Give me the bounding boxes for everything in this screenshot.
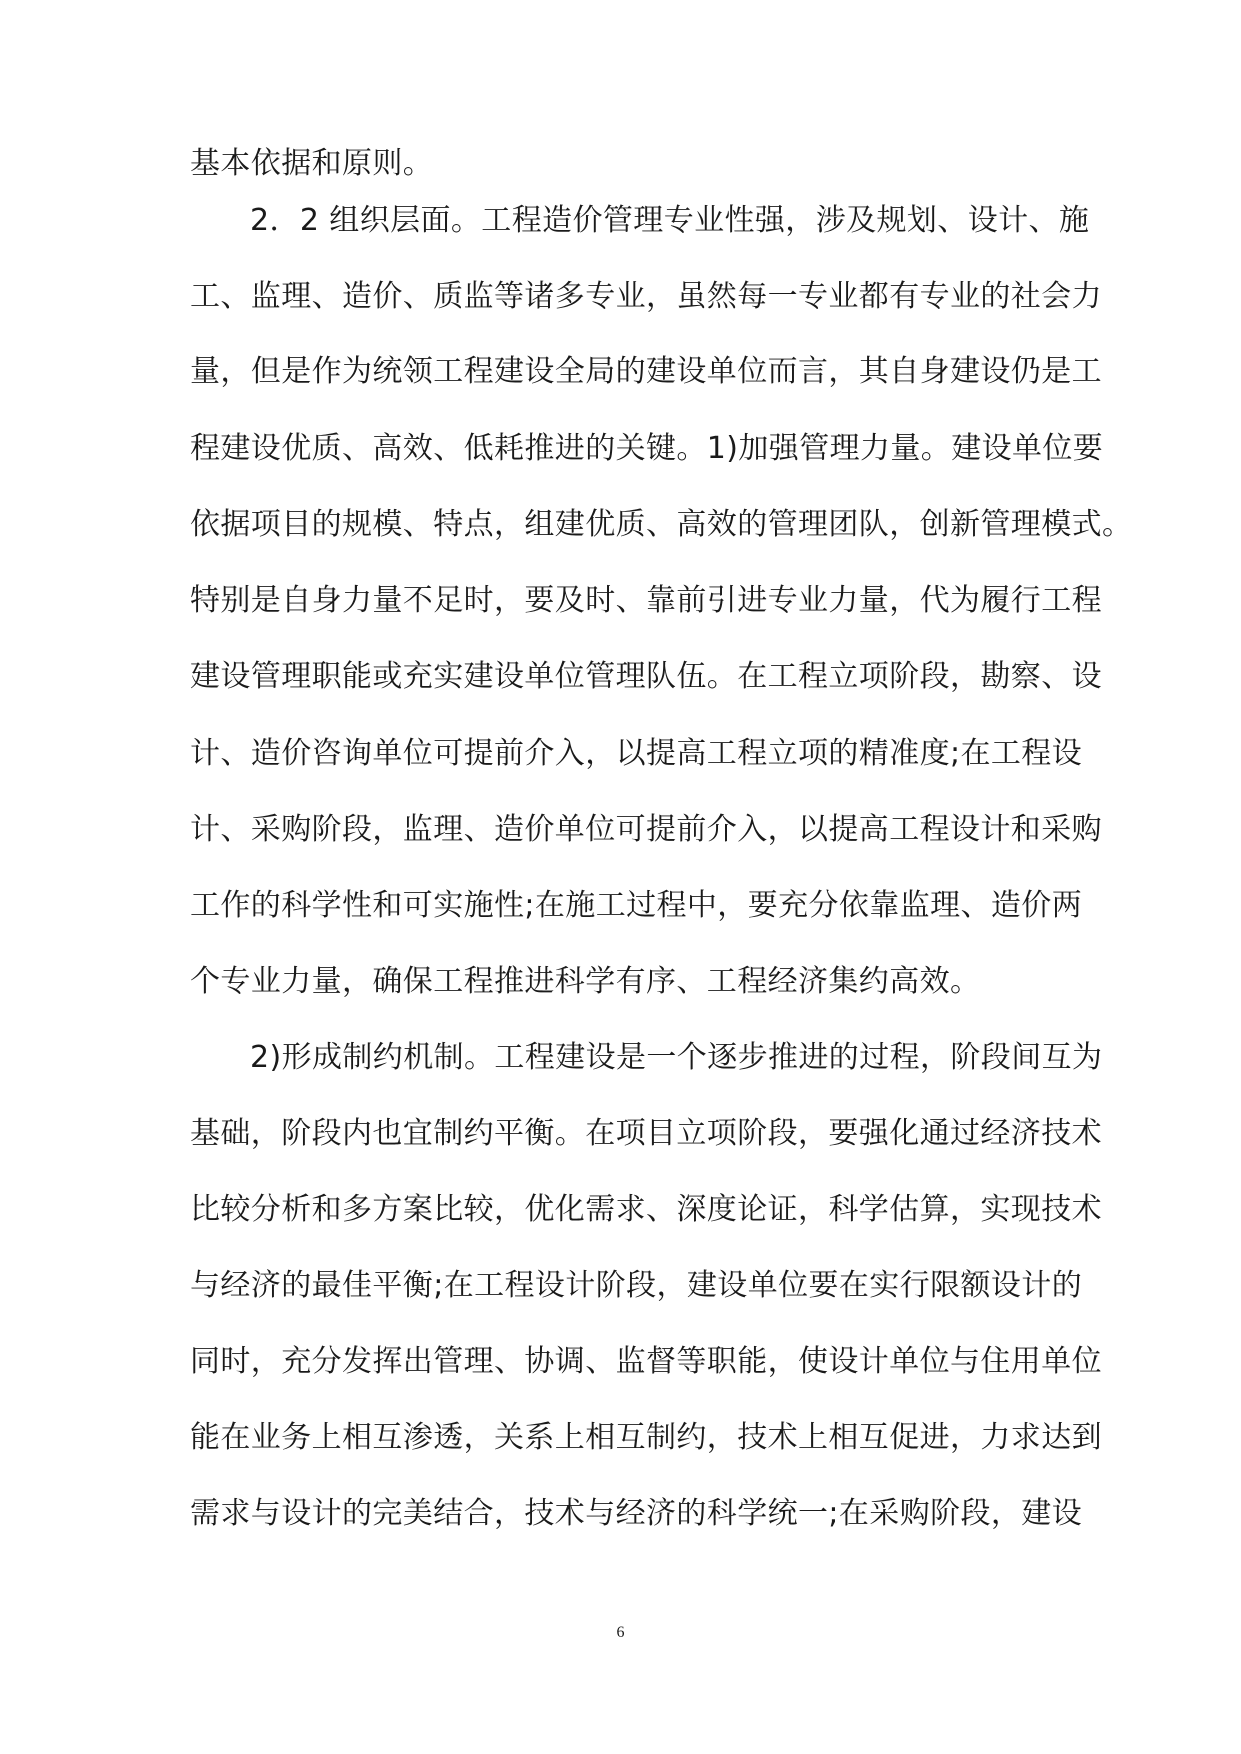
text-line: 量，但是作为统领工程建设全局的建设单位而言，其自身建设仍是工 xyxy=(190,354,1102,389)
text-line: 2)形成制约机制。工程建设是一个逐步推进的过程，阶段间互为 xyxy=(250,1040,1103,1075)
text-line: 计、采购阶段，监理、造价单位可提前介入，以提高工程设计和采购 xyxy=(190,812,1102,847)
text-line: 需求与设计的完美结合，技术与经济的科学统一;在采购阶段，建设 xyxy=(190,1496,1083,1531)
text-line: 程建设优质、高效、低耗推进的关键。1)加强管理力量。建设单位要 xyxy=(190,431,1104,466)
text-line: 能在业务上相互渗透，关系上相互制约，技术上相互促进，力求达到 xyxy=(190,1420,1102,1455)
text-line: 同时，充分发挥出管理、协调、监督等职能，使设计单位与住用单位 xyxy=(190,1344,1102,1379)
text-line: 计、造价咨询单位可提前介入，以提高工程立项的精准度;在工程设 xyxy=(190,736,1083,771)
text-line: 与经济的最佳平衡;在工程设计阶段，建设单位要在实行限额设计的 xyxy=(190,1268,1083,1303)
text-line: 特别是自身力量不足时，要及时、靠前引进专业力量，代为履行工程 xyxy=(190,583,1102,618)
text-line: 基础，阶段内也宜制约平衡。在项目立项阶段，要强化通过经济技术 xyxy=(190,1116,1102,1151)
text-line: 工作的科学性和可实施性;在施工过程中，要充分依靠监理、造价两 xyxy=(190,888,1083,923)
text-line: 建设管理职能或充实建设单位管理队伍。在工程立项阶段，勘察、设 xyxy=(190,659,1102,694)
text-line: 2．2 组织层面。工程造价管理专业性强，涉及规划、设计、施 xyxy=(250,203,1090,238)
page-number: 6 xyxy=(616,1624,625,1641)
text-line: 比较分析和多方案比较，优化需求、深度论证，科学估算，实现技术 xyxy=(190,1192,1102,1227)
text-line: 个专业力量，确保工程推进科学有序、工程经济集约高效。 xyxy=(190,964,981,999)
text-line: 依据项目的规模、特点，组建优质、高效的管理团队，创新管理模式。 xyxy=(190,507,1133,542)
text-line: 基本依据和原则。 xyxy=(190,146,434,181)
text-line: 工、监理、造价、质监等诸多专业，虽然每一专业都有专业的社会力 xyxy=(190,279,1102,314)
